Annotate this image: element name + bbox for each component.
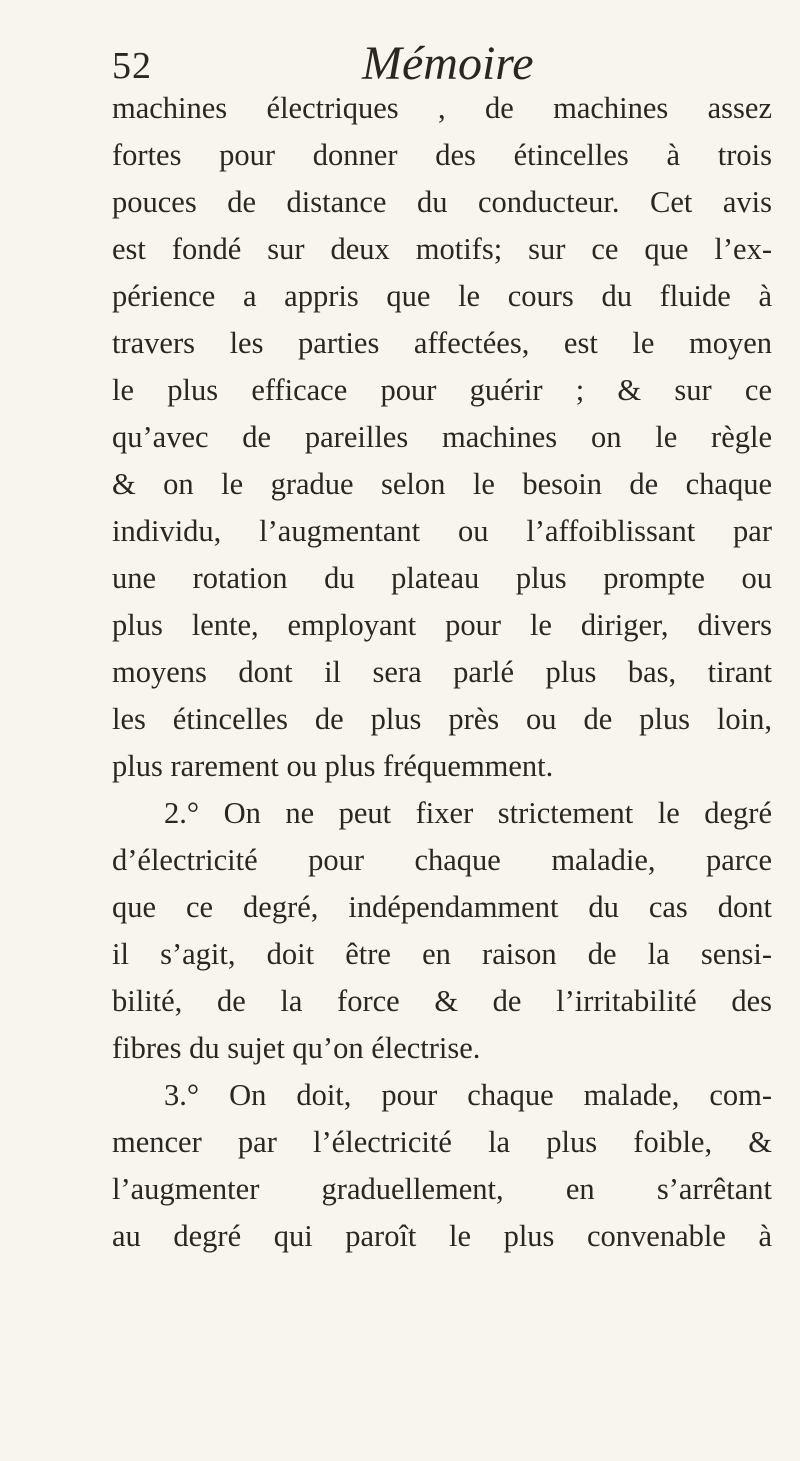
text-line: bilité, de la force & de l’irritabilité des — [112, 984, 772, 1018]
text-line: plus rarement ou plus fréquemment. — [112, 749, 554, 783]
running-title: Mémoire — [362, 37, 534, 90]
text-line: fibres du sujet qu’on électrise. — [112, 1031, 481, 1065]
body-text — [112, 85, 772, 1260]
text-line: 2.° On ne peut fixer strictement le degré — [164, 796, 772, 830]
text-line: travers les parties affectées, est le moyen — [112, 326, 772, 360]
text-line: plus lente, employant pour le diriger, divers — [112, 608, 772, 642]
text-line: mencer par l’électricité la plus foible, & — [112, 1125, 772, 1159]
text-line: 3.° On doit, pour chaque malade, com- — [164, 1078, 772, 1112]
text-line: fortes pour donner des étincelles à trois — [112, 138, 772, 172]
text-line: pouces de distance du conducteur. Cet avis — [112, 185, 772, 219]
text-line: que ce degré, indépendamment du cas dont — [112, 890, 772, 924]
page-number: 52 — [112, 45, 152, 87]
text-line: les étincelles de plus près ou de plus loin, — [112, 702, 772, 736]
text-line: & on le gradue selon le besoin de chaque — [112, 467, 772, 501]
text-line: une rotation du plateau plus prompte ou — [112, 561, 772, 595]
text-line: moyens dont il sera parlé plus bas, tirant — [112, 655, 772, 689]
text-line: l’augmenter graduellement, en s’arrêtant — [112, 1172, 772, 1206]
text-line: il s’agit, doit être en raison de la sensi- — [112, 937, 772, 971]
text-line: machines électriques , de machines assez — [112, 91, 772, 125]
text-line: qu’avec de pareilles machines on le règle — [112, 420, 772, 454]
text-line: individu, l’augmentant ou l’affoiblissant par — [112, 514, 772, 548]
text-line: d’électricité pour chaque maladie, parce — [112, 843, 772, 877]
text-line: est fondé sur deux motifs; sur ce que l’ex- — [112, 232, 772, 266]
text-line: au degré qui paroît le plus convenable à — [112, 1219, 772, 1253]
text-line: le plus efficace pour guérir ; & sur ce — [112, 373, 772, 407]
text-line: périence a appris que le cours du fluide à — [112, 279, 772, 313]
